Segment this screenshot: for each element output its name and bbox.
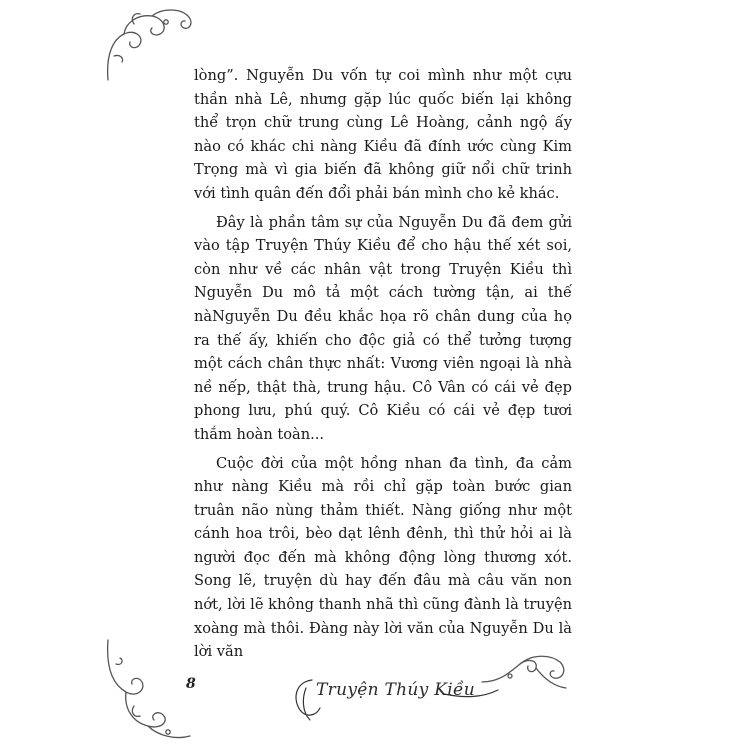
footer-title-text: Truyện Thúy Kiều [316,680,476,700]
paragraph-2: Đây là phần tâm sự của Nguyễn Du đã đem gửi vào tập Truyện Thúy Kiều để cho hậu thế xét soi, còn như về các nhân vật trong Truyện Kiều thì Nguyễn Du mô tả một cách tường tận, ai thế nàNguyễn Du đều khắc họa rõ chân dung của họ ra thế ấy, khiến cho độc giả có thể tưởng tượng một cách chân thực nhất: Vương viên ngoại là nhà nề nếp, thật thà, trung hậu. Cô Vân có cái vẻ đẹp phong lưu, phú quý. Cô Kiều có cái vẻ đẹp tươi thắm hoàn toàn... [194,213,572,443]
corner-ornament-bottom-left [104,636,196,744]
paragraph-3: Cuộc đời của một hồng nhan đa tình, đa cảm như nàng Kiều mà rồi chỉ gặp toàn bước gian truân não nùng thảm thiết. Nàng giống như một cánh hoa trôi, bèo dạt lênh đênh, thì thử hỏi ai là người đọc đến mà không động lòng thương xót. Song lẽ, truyện dù hay đến đâu mà câu văn non nớt, lời lẽ không thanh nhã thì cũng đành là truyện xoàng mà thôi. Đàng này lời văn của Nguyễn Du là lời văn [194,454,572,661]
page-number: 8 [186,676,196,692]
corner-ornament-bottom-right [480,652,572,700]
footer-running-title [276,668,506,728]
body-text [194,64,572,664]
paragraph-1: lòng”. Nguyễn Du vốn tự coi mình như một cựu thần nhà Lê, nhưng gặp lúc quốc biến lại không thể trọn chữ trung cùng Lê Hoàng, cảnh ngộ ấy nào có khác chi nàng Kiều đã đính ước cùng Kim Trọng mà vì gia biến đã không giữ nổi chữ trinh với tình quân đến đổi phải bán mình cho kẻ khác. [194,67,572,202]
corner-ornament-top-left [104,6,196,84]
